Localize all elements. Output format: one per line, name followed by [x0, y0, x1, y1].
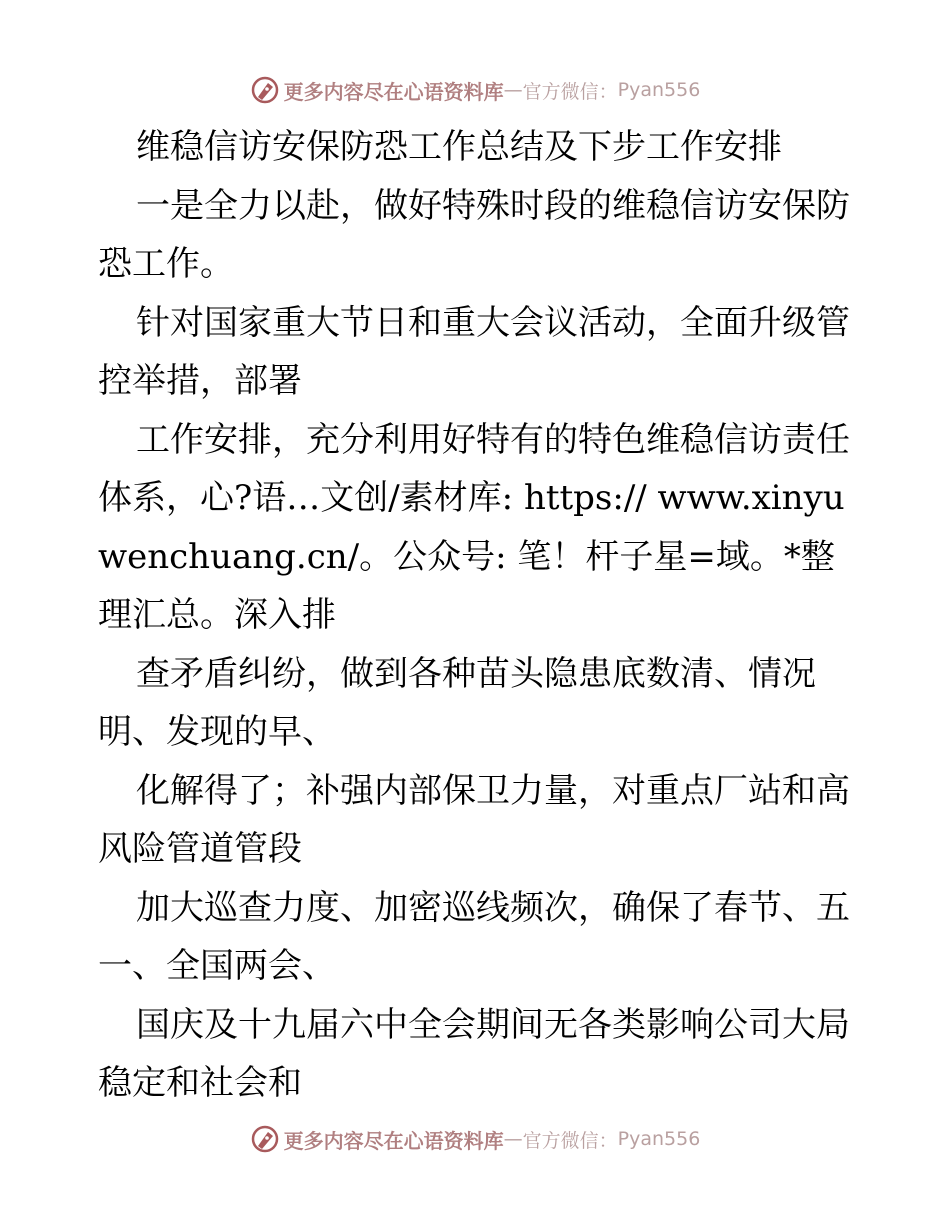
banner-main-text: 更多内容尽在心语资料库	[283, 79, 504, 104]
pen-nib-logo-icon	[250, 1124, 280, 1154]
document-title: 维稳信访安保防恐工作总结及下步工作安排	[136, 127, 782, 167]
banner-main-text: 更多内容尽在心语资料库	[283, 1128, 504, 1153]
paragraph-6: 加大巡查力度、加密巡线频次，确保了春节、五一、全国两会、	[98, 887, 850, 986]
banner-separator: —	[503, 1128, 523, 1150]
banner-wechat-label: 官方微信：	[522, 1129, 618, 1152]
banner-wechat-id: Pyan556	[617, 79, 701, 101]
banner-separator: —	[503, 79, 523, 101]
document-body	[98, 118, 858, 1113]
paragraph-2: 针对国家重大节日和重大会议活动，全面升级管控举措，部署	[98, 302, 850, 401]
banner-wechat-label: 官方微信：	[522, 80, 618, 103]
paragraph-5: 化解得了；补强内部保卫力量，对重点厂站和高风险管道管段	[98, 770, 850, 869]
paragraph-1: 一是全力以赴，做好特殊时段的维稳信访安保防恐工作。	[98, 185, 850, 284]
banner-wechat-id: Pyan556	[617, 1128, 701, 1150]
paragraph-4: 查矛盾纠纷，做到各种苗头隐患底数清、情况明、发现的早、	[98, 653, 816, 752]
footer-watermark-banner	[0, 1119, 950, 1159]
header-watermark-banner	[0, 70, 950, 110]
paragraph-3: 工作安排，充分利用好特有的特色维稳信访责任体系，心?语…文创/素材库: https:// www.xinyuwenchuang.cn/。公众号: 笔！杆子星=域。*整理汇总。深入排	[98, 419, 850, 635]
pen-nib-logo-icon	[250, 75, 280, 105]
paragraph-7: 国庆及十九届六中全会期间无各类影响公司大局稳定和社会和	[98, 1004, 850, 1103]
